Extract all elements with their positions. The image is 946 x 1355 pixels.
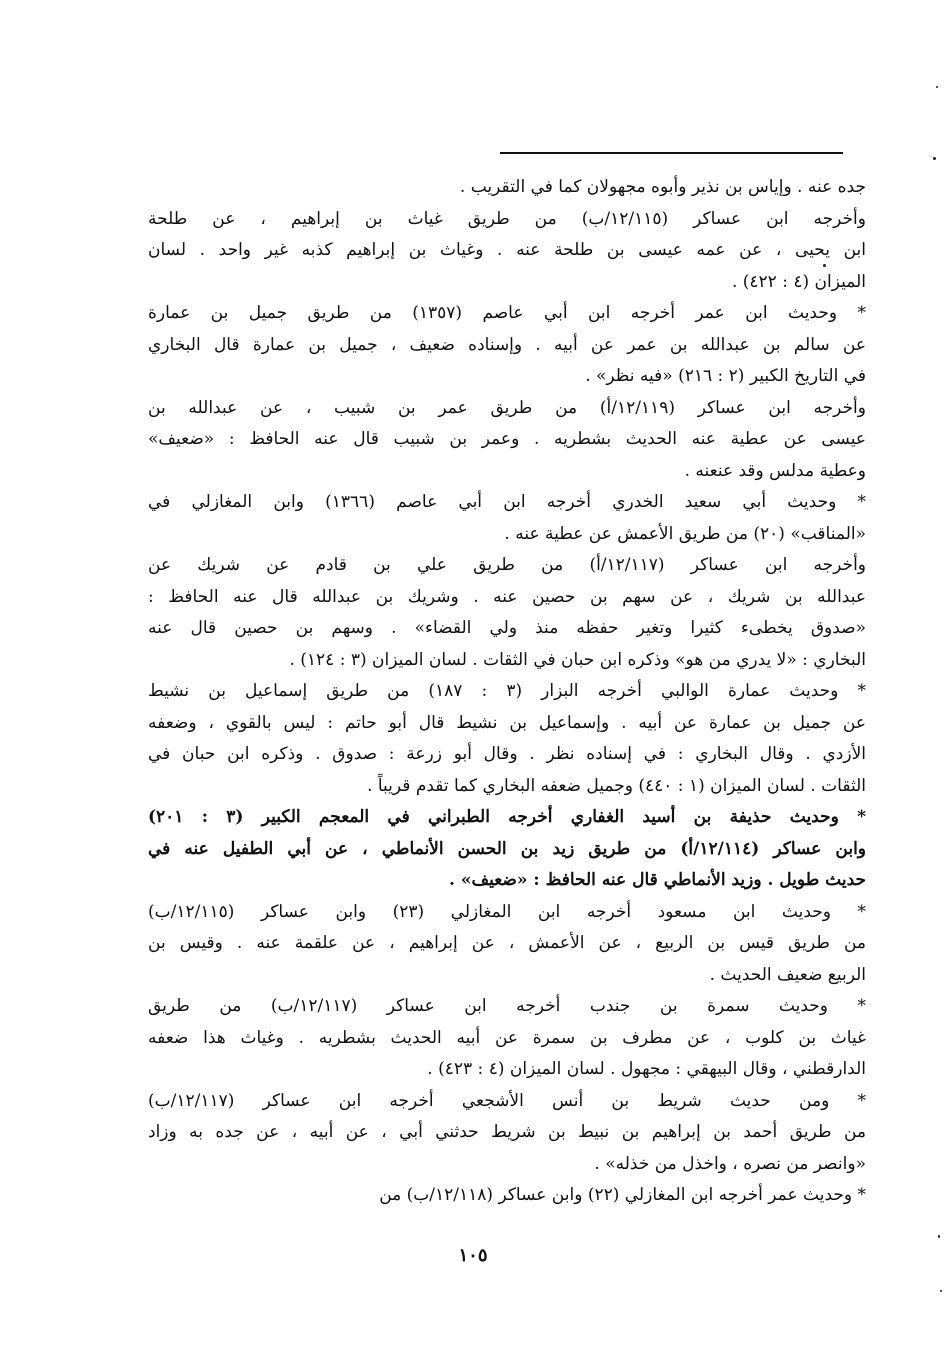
paragraph	[148, 802, 866, 897]
paragraph	[148, 487, 866, 550]
text-line: غياث بن كلوب ، عن مطرف بن سمرة عن أبيه الحديث بشطريه . وغياث هذا ضعفه	[148, 1027, 866, 1048]
paragraph	[148, 298, 866, 393]
text-line: عبدالله بن شريك ، عن سهم بن حصين عنه . وشريك بن عبدالله قال عنه الحافظ :	[148, 586, 866, 607]
scan-speck	[940, 1290, 942, 1292]
text-line: من طريق أحمد بن إبراهيم بن نبيط بن شريط حدثني أبي ، عن أبيه ، عن جده به وزاد	[148, 1122, 866, 1142]
paragraph	[148, 676, 866, 802]
text-line: * وحديث عمارة الوالبي أخرجه البزار (٣ : ١٨٧) من طريق إسماعيل بن نشيط	[148, 681, 866, 701]
text-line: الأزدي . وقال البخاري : في إسناده نظر . وقال أبو زرعة : صدوق . وذكره ابن حبان في	[148, 744, 866, 764]
text-line: في التاريخ الكبير (٢ : ٢١٦) «فيه نظر» .	[585, 366, 866, 386]
text-line: وأخرجه ابن عساكر (١٢/١١٩/أ) من طريق عمر بن شبيب ، عن عبدالله بن	[148, 397, 866, 418]
text-line: * وحديث سمرة بن جندب أخرجه ابن عساكر (١٢/١١٧/ب) من طريق	[148, 996, 866, 1016]
paragraph	[148, 897, 866, 992]
text-line: عيسى عن عطية عنه الحديث بشطريه . وعمر بن شبيب قال عنه الحافظ : «ضعيف»	[148, 429, 866, 449]
text-line: وأخرجه ابن عساكر (١٢/١١٧/أ) من طريق علي بن قادم عن شريك عن	[148, 555, 866, 575]
text-line: الثقات . لسان الميزان (١ : ٤٤٠) وجميل ضعفه البخاري كما تقدم قريباً .	[367, 775, 866, 796]
scan-speck	[938, 1235, 940, 1238]
text-line: * وحديث أبي سعيد الخدري أخرجه ابن أبي عاصم (١٣٦٦) وابن المغازلي في	[148, 492, 866, 512]
page-number: ١٠٥	[458, 1245, 488, 1266]
paragraph	[148, 204, 866, 299]
text-line: * وحديث حذيفة بن أسيد الغفاري أخرجه الطبراني في المعجم الكبير (٣ : ٢٠١)	[148, 807, 866, 827]
text-line: جده عنه . وإياس بن نذير وأبوه مجهولان كما في التقريب .	[459, 177, 866, 197]
text-line: الميزان (٤ : ٤٢٢) .	[731, 271, 866, 292]
scan-speck	[936, 86, 938, 88]
footnote-text-block	[148, 172, 866, 1212]
paragraph	[148, 393, 866, 488]
text-line: * ومن حديث شريط بن أنس الأشجعي أخرجه ابن عساكر (١٢/١١٧/ب)	[148, 1090, 866, 1111]
text-line: وابن عساكر (١٢/١١٤/أ) من طريق زيد بن الحسن الأنماطي ، عن أبي الطفيل عنه في	[148, 838, 866, 859]
paragraph	[148, 991, 866, 1086]
scan-speck	[933, 157, 936, 160]
paragraph	[148, 1086, 866, 1181]
text-line: «وانصر من نصره ، واخذل من خذله» .	[594, 1153, 866, 1174]
text-line: * وحديث ابن عمر أخرجه ابن أبي عاصم (١٣٥٧) من طريق جميل بن عمارة	[148, 303, 866, 323]
text-line: وأخرجه ابن عساكر (١٢/١١٥/ب) من طريق غياث بن إبراهيم ، عن طلحة	[148, 208, 866, 229]
text-line: ابن يحيى ، عن عمه عيسى بن طلحة عنه . وغياث بن إبراهيم كذبه غير واحد . لسان	[148, 240, 866, 260]
text-line: * وحديث عمر أخرجه ابن المغازلي (٢٢) وابن عساكر (١٢/١١٨/ب) من	[379, 1185, 866, 1205]
text-line: الربيع ضعيف الحديث .	[709, 964, 866, 985]
text-line: الدارقطني ، وقال البيهقي : مجهول . لسان الميزان (٤ : ٤٢٣) .	[427, 1059, 866, 1079]
text-line: «صدوق يخطىء كثيرا وتغير حفظه منذ ولي القضاء» . وسهم بن حصين قال عنه	[148, 618, 866, 638]
text-line: عن سالم بن عبدالله بن عمر عن أبيه . وإسناده ضعيف ، جميل بن عمارة قال البخاري	[148, 334, 866, 355]
paragraph	[148, 172, 866, 204]
text-line: عن جميل بن عمارة عن أبيه . وإسماعيل بن نشيط قال أبو حاتم : ليس بالقوي ، وضعفه	[148, 712, 866, 733]
text-line: حديث طويل . وزيد الأنماطي قال عنه الحافظ : «ضعيف» .	[449, 870, 866, 890]
scan-speck	[823, 264, 826, 267]
text-line: البخاري : «لا يدري من هو» وذكره ابن حبان في الثقات . لسان الميزان (٣ : ١٢٤) .	[289, 649, 866, 670]
text-line: «المناقب» (٢٠) من طريق الأعمش عن عطية عنه .	[504, 523, 866, 544]
footnote-separator-rule	[500, 152, 843, 154]
paragraph	[148, 1180, 866, 1212]
paragraph	[148, 550, 866, 676]
text-line: وعطية مدلس وقد عنعنه .	[684, 460, 866, 481]
text-line: من طريق قيس بن الربيع ، عن الأعمش ، عن إبراهيم ، عن علقمة عنه . وقيس بن	[148, 933, 866, 953]
text-line: * وحديث ابن مسعود أخرجه ابن المغازلي (٢٣) وابن عساكر (١٢/١١٥/ب)	[148, 901, 866, 922]
